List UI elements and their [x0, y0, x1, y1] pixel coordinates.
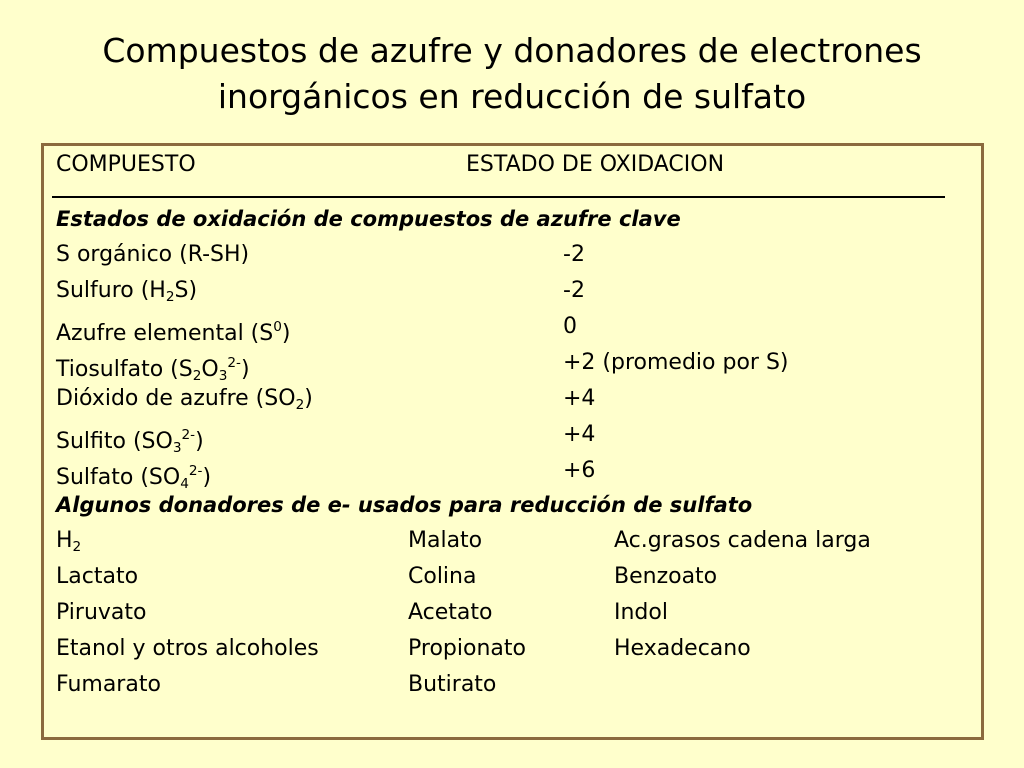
donor-col-3: Ac.grasos cadena larga	[614, 528, 871, 553]
title-line-1: Compuestos de azufre y donadores de electrones	[102, 31, 922, 70]
compound-name: Tiosulfato $(S_2O_3^{2-})$	[56, 355, 250, 384]
title-line-2: inorgánicos en reducción de sulfato	[217, 77, 807, 116]
compound-state: -2	[563, 242, 585, 267]
donor-col-1: Lactato	[56, 564, 139, 589]
donor-col-1: Etanol y otros alcoholes	[56, 636, 319, 661]
compound-row	[56, 276, 585, 312]
compound-name: Sulfito $(SO_3^{2-})$	[56, 427, 204, 456]
donor-col-3: Indol	[614, 600, 668, 625]
table-header	[56, 150, 725, 180]
header-estado-oxidacion: ESTADO DE OXIDACION	[466, 152, 725, 177]
donor-row	[56, 670, 497, 700]
compound-row	[56, 240, 585, 270]
section-title-oxidation-states: Estados de oxidación de compuestos de azufre clave	[56, 207, 681, 231]
compound-state: 0	[563, 314, 577, 339]
compound-name: Sulfuro $(H_2S)$	[56, 278, 198, 305]
donor-col-1: Piruvato	[56, 600, 147, 625]
donor-col-3: Hexadecano	[614, 636, 751, 661]
donor-row	[56, 598, 668, 628]
header-compuesto: COMPUESTO	[56, 152, 196, 177]
donor-row	[56, 562, 718, 592]
donor-col-1: $H_2$	[56, 528, 82, 555]
donor-col-2: Propionato	[408, 636, 526, 661]
compound-name: Dióxido de azufre $(SO_2)$	[56, 386, 313, 413]
donor-col-2: Acetato	[408, 600, 493, 625]
donor-col-2: Butirato	[408, 672, 497, 697]
donor-col-3: Benzoato	[614, 564, 718, 589]
compound-name: Azufre elemental $(S^0)$	[56, 319, 291, 346]
donor-col-2: Colina	[408, 564, 477, 589]
section-title-electron-donors: Algunos donadores de e- usados para reducción de sulfato	[56, 493, 753, 517]
compound-state: -2	[563, 278, 585, 303]
compound-state: +2 (promedio por S)	[563, 350, 789, 375]
content-table	[41, 143, 984, 740]
compound-state: +4	[563, 386, 596, 411]
donor-row	[56, 634, 751, 664]
compound-state: +4	[563, 422, 596, 447]
compound-row	[56, 384, 596, 420]
compound-state: +6	[563, 458, 596, 483]
donor-col-1: Fumarato	[56, 672, 161, 697]
slide-title	[0, 28, 1024, 120]
compound-row	[56, 312, 577, 349]
donor-col-2: Malato	[408, 528, 483, 553]
compound-name: Sulfato $(SO_4^{2-})$	[56, 463, 212, 492]
header-divider	[52, 196, 945, 198]
compound-name: S orgánico (R-SH)	[56, 242, 250, 267]
donor-row	[56, 526, 871, 562]
